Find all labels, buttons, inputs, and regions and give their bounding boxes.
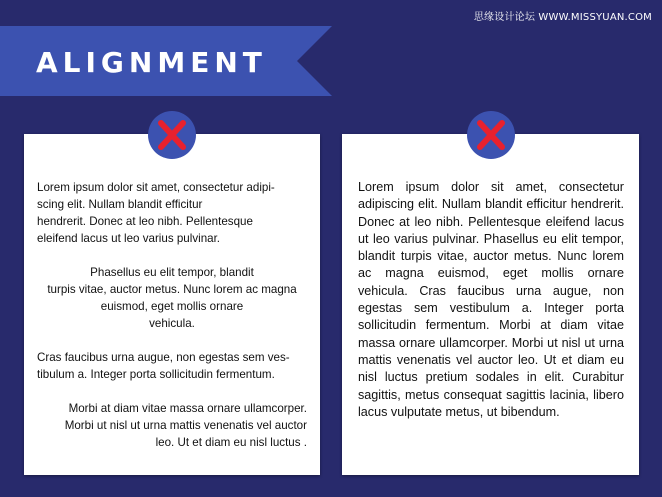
text-line: leo. Ut et diam eu nisl luctus .: [155, 436, 307, 449]
left-paragraph: [37, 349, 307, 383]
text-line: eleifend lacus ut leo varius pulvinar.: [37, 232, 221, 245]
x-mark-icon: [148, 111, 196, 159]
text-line: Morbi at diam vitae massa ornare ullamcorper.: [68, 402, 307, 415]
right-card: [342, 134, 639, 475]
left-card: [24, 134, 320, 475]
text-line: Cras faucibus urna augue, non egestas sem ves-: [37, 351, 290, 364]
right-card-text: Lorem ipsum dolor sit amet, consectetur adipiscing elit. Nullam blandit efficitur hendrerit. Donec at leo nibh. Pellentesque eleifend lacus ut leo varius pulvinar. Phasellus eu elit tempor, blandit turpis vitae, auctor metus. Nunc lorem ac magna euismod, eget mollis ornare vehicula. Cras faucibus urna augue, non egestas sem vestibulum a. Integer porta sollicitudin fermentum. Morbi at diam vitae massa ornare ullamcorper. Morbi ut nisl ut urna mattis venenatis vel auctor leo. Ut et diam eu nisl luctus pretium sodales in elit. Curabitur sagittis, metus consequat sagittis lacinia, libero lacus vulputate metus, ut bibendum.: [358, 180, 624, 419]
text-line: Lorem ipsum dolor sit amet, consectetur adipi-: [37, 181, 275, 194]
text-line: Phasellus eu elit tempor, blandit: [90, 266, 254, 279]
text-line: hendrerit. Donec at leo nibh. Pellentesque: [37, 215, 253, 228]
text-line: turpis vitae, auctor metus. Nunc lorem ac magna: [47, 283, 297, 296]
text-line: Morbi ut nisl ut urna mattis venenatis vel auctor: [64, 419, 307, 432]
left-paragraph: [37, 179, 307, 247]
x-mark-icon: [467, 111, 515, 159]
title-banner: [0, 26, 332, 96]
text-line: tibulum a. Integer porta sollicitudin fermentum.: [37, 368, 275, 381]
text-line: vehicula.: [149, 317, 195, 330]
text-line: scing elit. Nullam blandit efficitur: [37, 198, 203, 211]
text-line: euismod, eget mollis ornare: [100, 300, 244, 313]
left-paragraph: [37, 400, 307, 451]
watermark: 思缘设计论坛 WWW.MISSYUAN.COM: [473, 12, 652, 23]
left-card-text: [37, 179, 307, 468]
left-paragraph: [37, 264, 307, 332]
banner-title: ALIGNMENT: [36, 46, 267, 79]
